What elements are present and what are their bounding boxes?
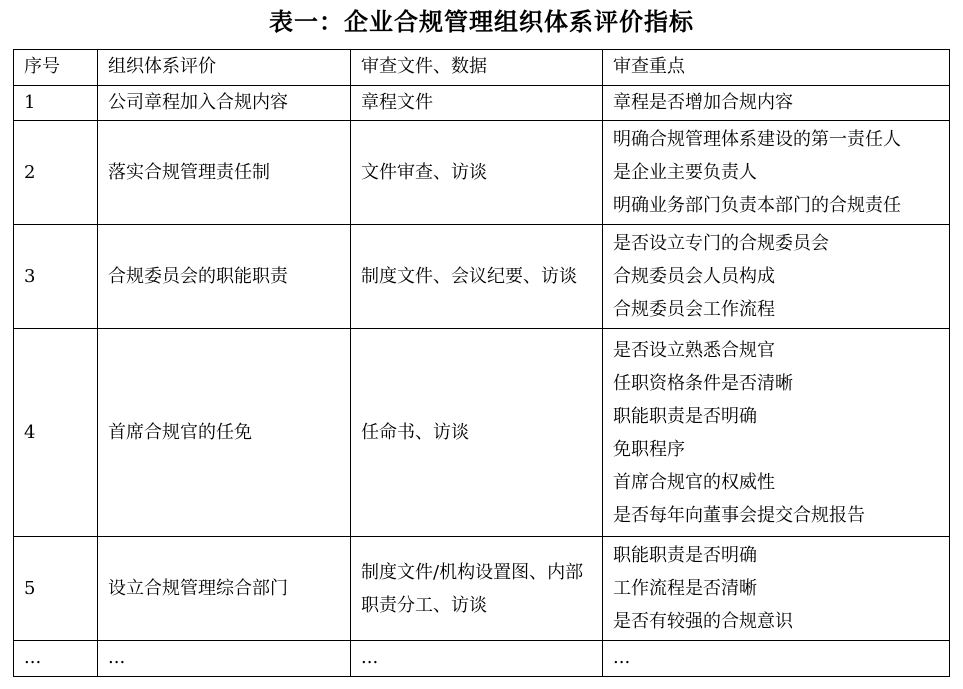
focus-line: 明确业务部门负责本部门的合规责任 (613, 195, 901, 216)
header-docs: 审查文件、数据 (351, 50, 603, 86)
focus-line: 任职资格条件是否清晰 (613, 372, 793, 394)
row-item: 落实合规管理责任制 (98, 121, 351, 225)
row-no: 3 (14, 225, 98, 329)
table-row (14, 121, 950, 225)
row-focus (603, 225, 950, 329)
row-focus: ... (603, 641, 950, 677)
focus-line: 职能职责是否明确 (613, 545, 757, 566)
row-focus (603, 121, 950, 225)
header-no: 序号 (14, 50, 98, 86)
table-title: 表一：企业合规管理组织体系评价指标 (269, 7, 694, 36)
row-docs: 章程文件 (351, 85, 603, 121)
focus-line: 合规委员会工作流程 (613, 299, 775, 320)
row-docs: 任命书、访谈 (351, 329, 603, 537)
focus-line: 合规委员会人员构成 (613, 266, 775, 287)
header-item: 组织体系评价 (98, 50, 351, 86)
row-no: 4 (14, 329, 98, 537)
row-docs: 制度文件、会议纪要、访谈 (351, 225, 603, 329)
row-docs: 文件审查、访谈 (351, 121, 603, 225)
table-row (14, 329, 950, 537)
focus-line: 是否设立熟悉合规官 (613, 339, 775, 361)
focus-line: 首席合规官的权威性 (613, 471, 775, 493)
focus-line: 明确合规管理体系建设的第一责任人 (613, 129, 901, 150)
row-no: 2 (14, 121, 98, 225)
row-docs: 制度文件/机构设置图、内部职责分工、访谈 (351, 537, 603, 641)
table-row (14, 225, 950, 329)
evaluation-table (13, 49, 950, 677)
focus-line: 是否每年向董事会提交合规报告 (613, 504, 865, 526)
focus-line: 免职程序 (613, 438, 685, 460)
header-row (14, 50, 950, 86)
header-focus: 审查重点 (603, 50, 950, 86)
row-item: 合规委员会的职能职责 (98, 225, 351, 329)
row-focus: 章程是否增加合规内容 (603, 85, 950, 121)
row-item: 设立合规管理综合部门 (98, 537, 351, 641)
focus-line: 工作流程是否清晰 (613, 578, 757, 599)
row-item: ... (98, 641, 351, 677)
focus-line: 职能职责是否明确 (613, 405, 757, 427)
table-row (14, 641, 950, 677)
row-item: 首席合规官的任免 (98, 329, 351, 537)
row-item: 公司章程加入合规内容 (98, 85, 351, 121)
row-focus (603, 329, 950, 537)
table-row (14, 85, 950, 121)
row-no: 5 (14, 537, 98, 641)
row-docs: ... (351, 641, 603, 677)
focus-line: 是企业主要负责人 (613, 162, 757, 183)
focus-line: 是否有较强的合规意识 (613, 611, 793, 632)
row-no: ... (14, 641, 98, 677)
row-no: 1 (14, 85, 98, 121)
row-focus (603, 537, 950, 641)
table-row (14, 537, 950, 641)
focus-line: 是否设立专门的合规委员会 (613, 233, 829, 254)
